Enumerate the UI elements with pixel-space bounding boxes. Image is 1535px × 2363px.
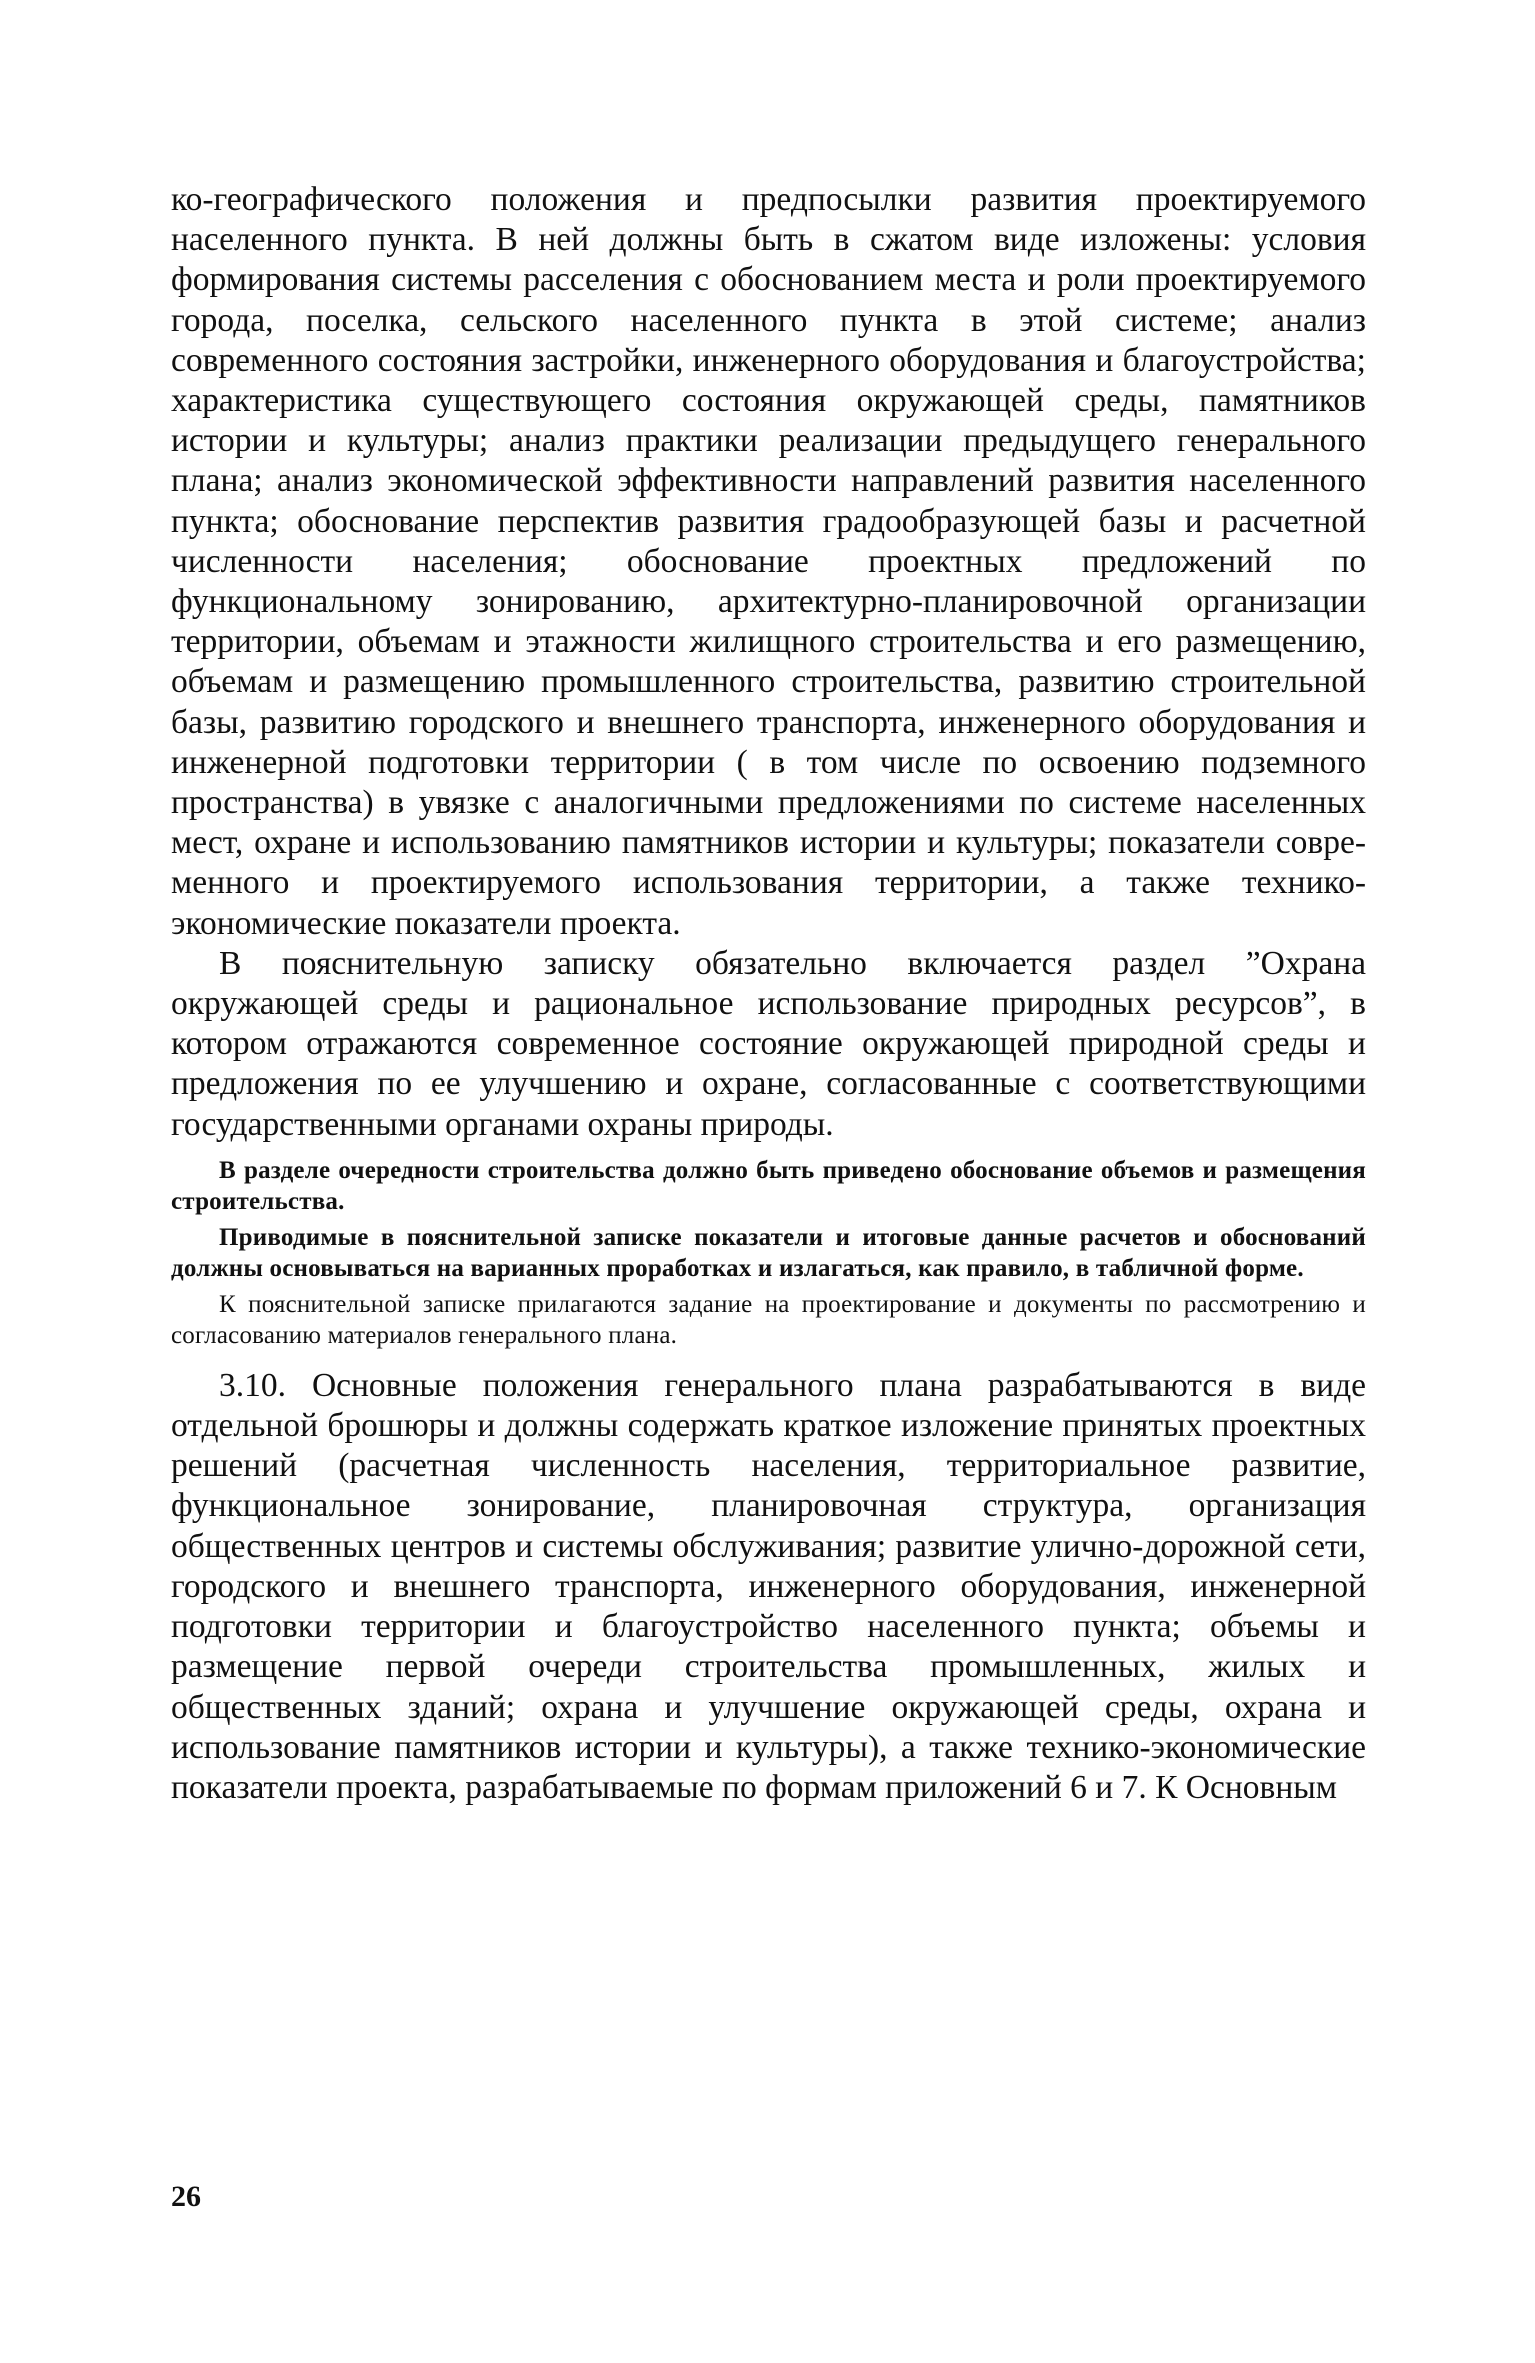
note-attachments: К пояснительной записке прилагаются задание на проектирование и документы по рассмотрению и согласованию материалов генерального плана. (171, 1290, 1366, 1350)
paragraph-continuation: ко-географического положения и предпосылки развития проектируемого населенного пункта. В ней должны быть в сжатом виде изложены: условия формирования системы расселения с обоснованием места и роли проектируемого города, поселка, сельского населенного пункта в этой системе; анализ современного состояния застройки, инженерного оборудования и благоустройства; характеристика существующего состояния окружающей среды, памятников истории и культуры; анализ практики реализации предыдущего генерального плана; анализ экономической эффективности направлений развития населенного пункта; обоснование перспектив развития градообразующей базы и расчетной численности населения; обоснование проектных предложений по функциональному зонированию, архитектурно-планировочной организации территории, объемам и этажности жилищного строительства и его размещению, объемам и размещению промышленного строительства, развитию строительной базы, развитию городского и внешнего транспорта, инженерного оборудования и инженерной подготовки территории ( в том числе по освоению подземного пространства) в увязке с аналогичными предложениями по системе населенных мест, охране и использованию памятников истории и культуры; показатели современного и проектируемого использования территории, а также технико-экономические показатели проекта. (171, 181, 1366, 942)
small-print-block (171, 1155, 1366, 1352)
page-body (171, 180, 1366, 1808)
paragraph-environment-section: В пояснительную записку обязательно включается раздел ”Охрана окружающей среды и рациональное использование природных ресурсов”, в котором отражаются современное состояние окружающей природной среды и предложения по ее улучшению и охране, согласованные с соответствующими государственными органами охраны природы. (171, 944, 1366, 1143)
paragraph-main-provisions: 3.10. Основные положения генерального плана разрабатываются в виде отдельной брошюры и должны содержать краткое изложение принятых проектных решений (расчетная численность населения, территориальное развитие, функциональное зонирование, планировочная структура, организация общественных центров и системы обслуживания; развитие улично-дорожной сети, городского и внешнего транспорта, инженерного оборудования, инженерной подготовки территории и благоустройство населенного пункта; объемы и размещение первой очереди строительства промышленных, жилых и общественных зданий; охрана и улучшение окружающей среды, охрана и использование памятников истории и культуры), а также технико-экономические показатели проекта, разрабатываемые по формам приложений 6 и 7. К Основным (171, 1366, 1366, 1806)
note-construction-stages: В разделе очередности строительства должно быть приведено обоснование объемов и размещения строительства. (171, 1156, 1366, 1216)
main-text-block (171, 180, 1366, 1145)
note-indicators: Приводимые в пояснительной записке показатели и итоговые данные расчетов и обоснований должны основываться на варианных проработках и излагаться, как правило, в табличной форме. (171, 1223, 1366, 1283)
section-3-10 (171, 1366, 1366, 1808)
page-number: 26 (171, 2180, 201, 2213)
